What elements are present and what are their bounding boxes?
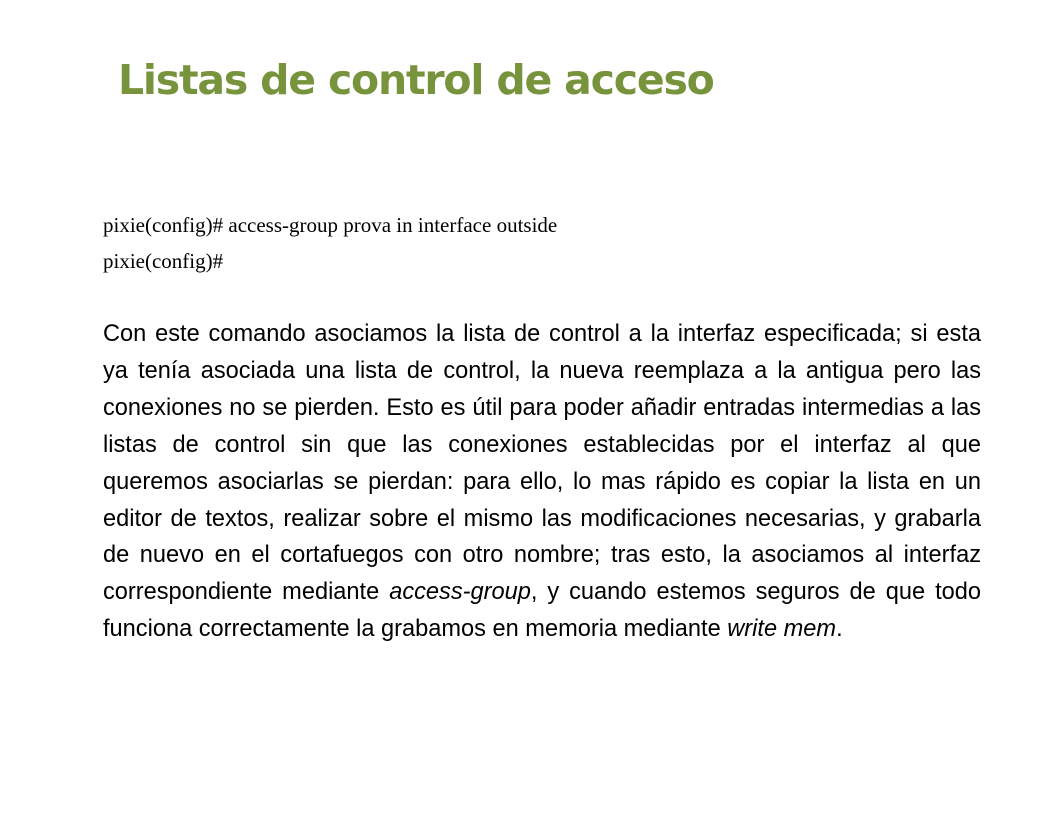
slide-title: Listas de control de acceso bbox=[118, 56, 714, 104]
command-line-2: pixie(config)# bbox=[103, 249, 224, 273]
paragraph-text-3: . bbox=[836, 616, 843, 643]
term-write-mem: write mem bbox=[727, 616, 837, 643]
paragraph-text-1: Con este comando asociamos la lista de control a la interfaz especificada; si esta ya tenía asociada una lista de control, la nueva reemplaza a la antigua pero las conexiones no se pierden. Esto es útil para poder añadir entradas intermedias a las listas de control sin que las conexiones establecidas por el interfaz al que queremos asociarlas se pierdan: para ello, lo mas rápido es copiar la lista en un editor de textos, realizar sobre el mismo las modificaciones necesarias, y grabarla de nuevo en el cortafuegos con otro nombre; tras esto, la asociamos al interfaz correspondiente mediante bbox=[103, 321, 981, 606]
term-access-group: access-group bbox=[389, 579, 531, 606]
paragraph-text-2: , y cuando estemos seguros de que todo funciona correctamente la grabamos en memoria mediante bbox=[103, 579, 982, 643]
command-line-1: pixie(config)# access-group prova in interface outside bbox=[103, 213, 558, 237]
body-paragraph bbox=[103, 316, 981, 648]
